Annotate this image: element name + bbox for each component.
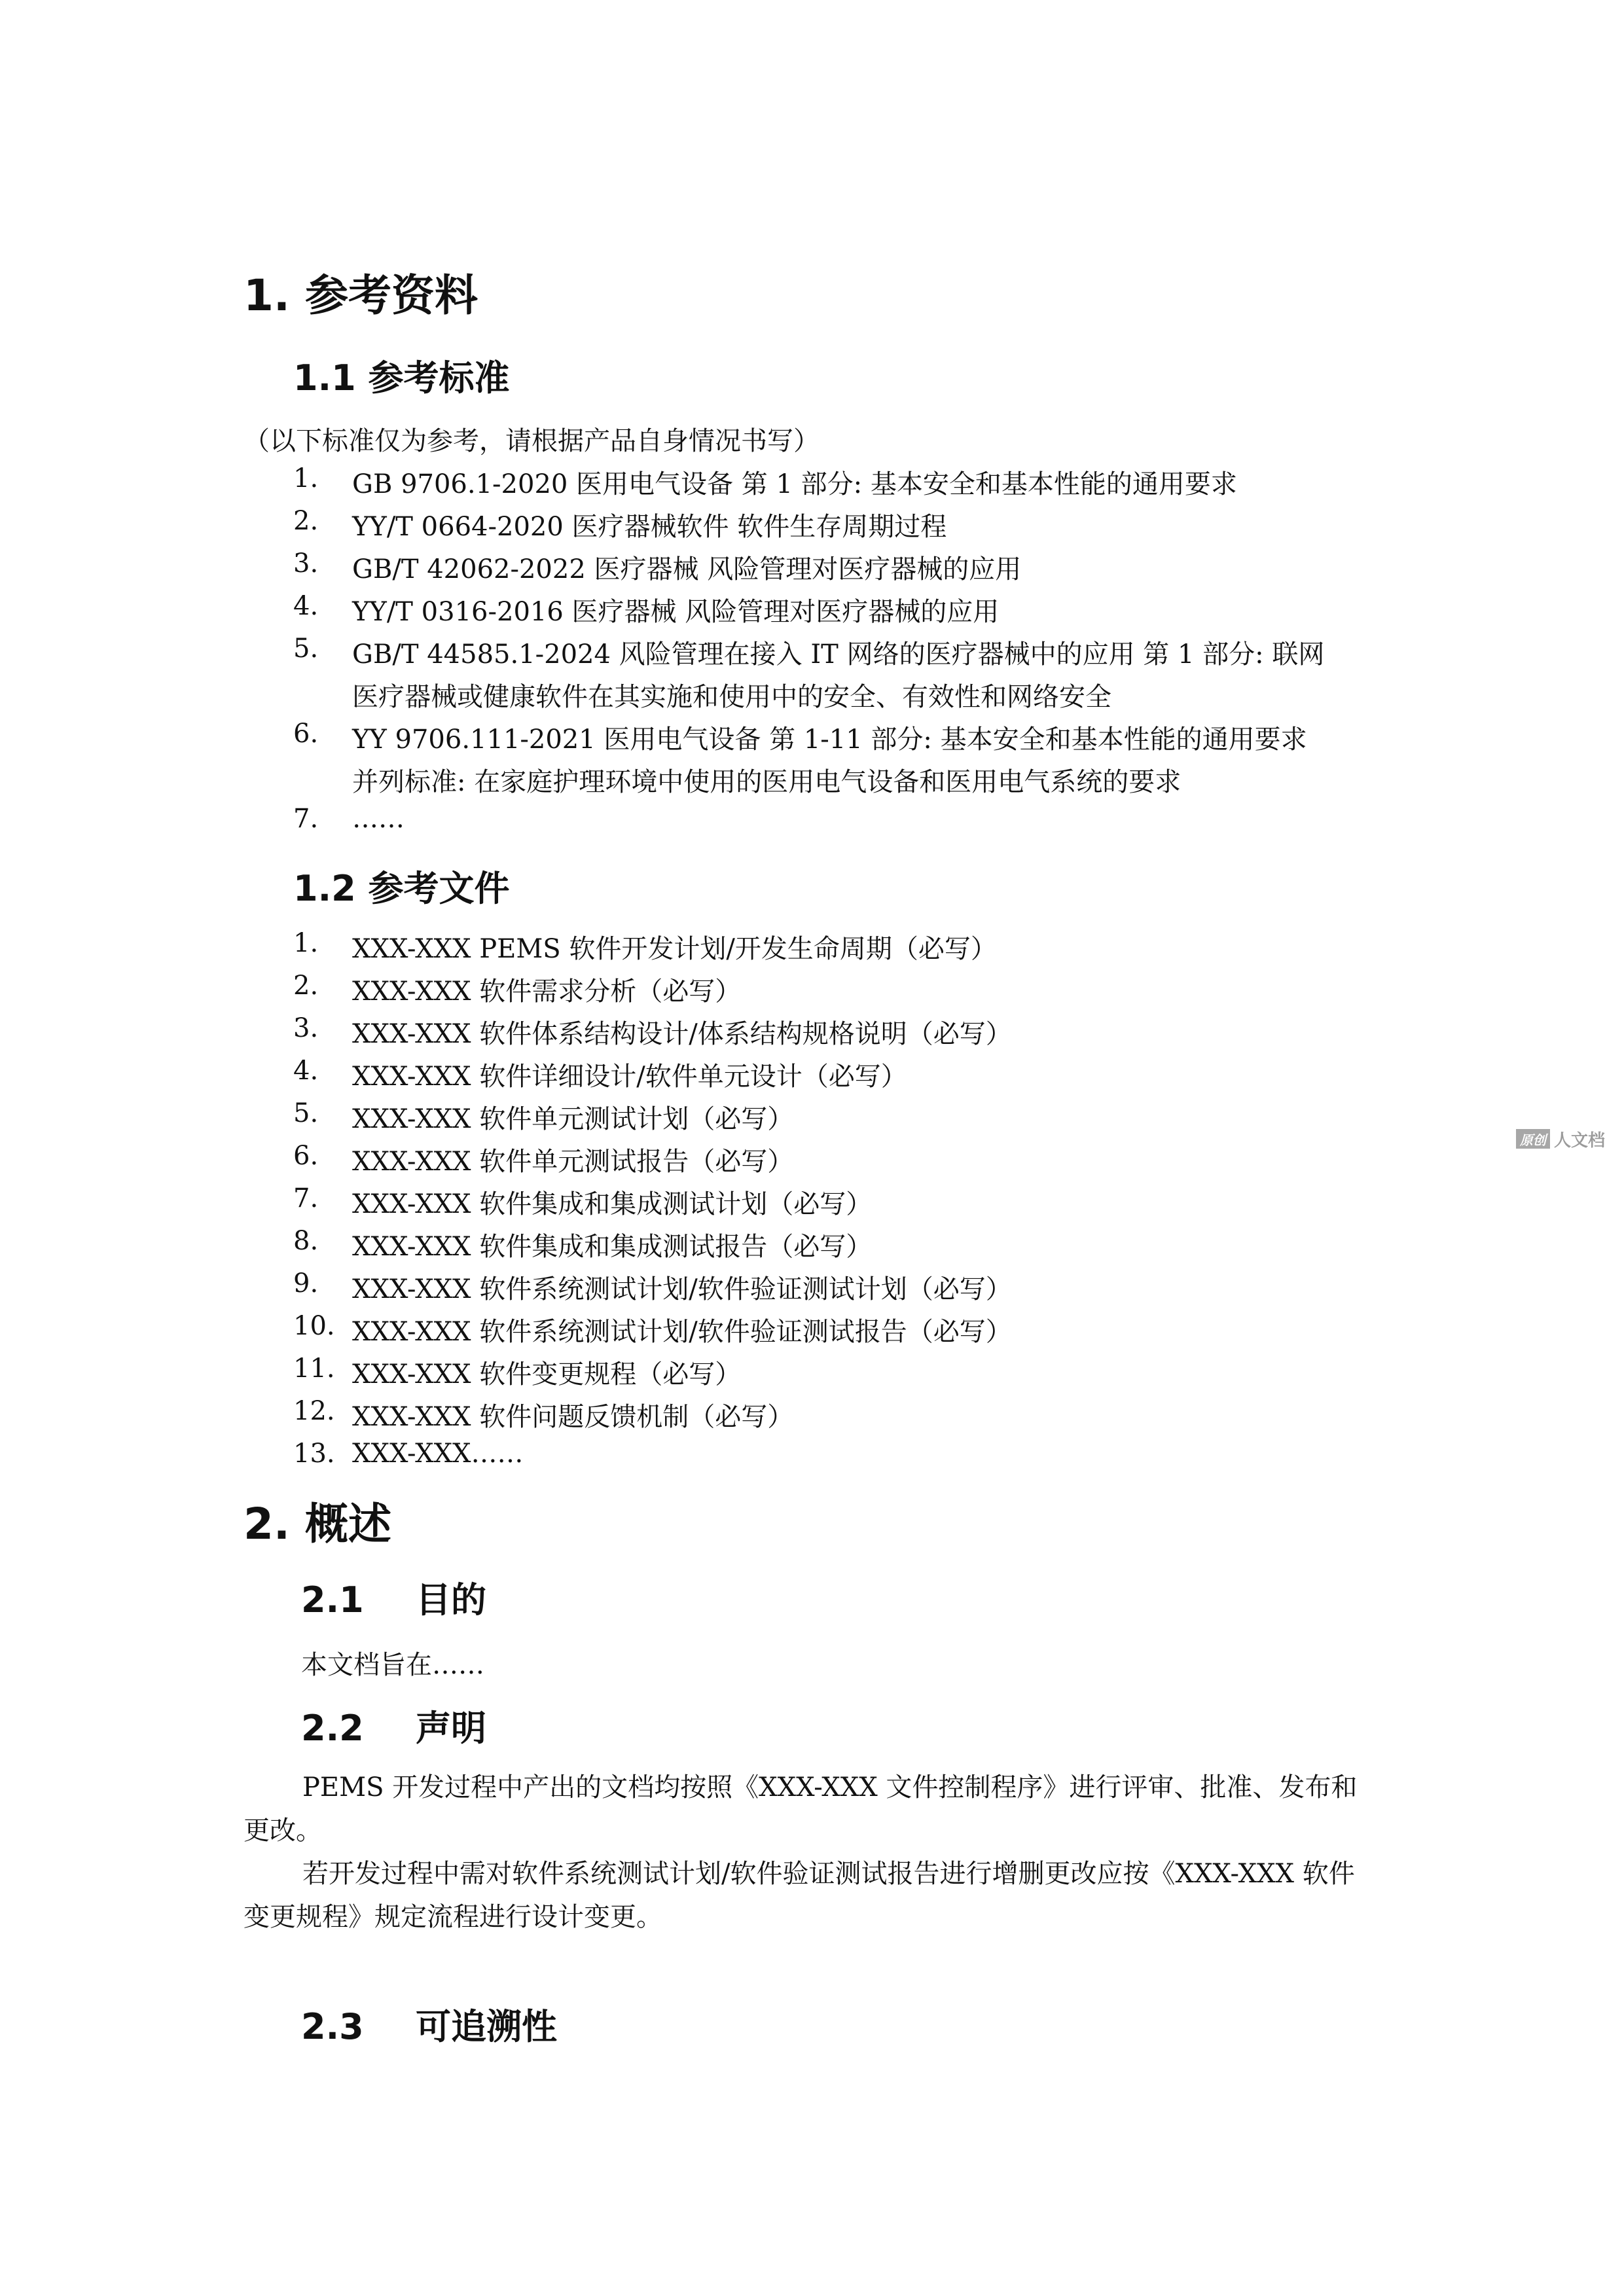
section-2-3-title: 可追溯性 (416, 2006, 557, 2047)
standard-item-number: 3. (293, 548, 319, 579)
document-item-text: XXX-XXX 软件需求分析（必写） (352, 977, 742, 1007)
standard-item-text: GB/T 44585.1-2024 风险管理在接入 IT 网络的医疗器械中的应用 第 1 部分: 联网 (352, 639, 1325, 670)
document-item-text: XXX-XXX 软件体系结构设计/体系结构规格说明（必写） (352, 1019, 1012, 1049)
section-2-1-heading (301, 1572, 486, 1623)
standard-item-number: 6. (293, 719, 319, 749)
document-item-number: 1. (293, 928, 319, 958)
standard-item-text: YY/T 0664-2020 医疗器械软件 软件生存周期过程 (352, 512, 947, 542)
section-2-2-number: 2.2 (301, 1708, 364, 1749)
statement-paragraph-1: PEMS 开发过程中产出的文档均按照《XXX-XXX 文件控制程序》进行评审、批准、发布和更改。 (244, 1772, 1358, 1846)
document-item-text: XXX-XXX 软件详细设计/软件单元设计（必写） (352, 1062, 907, 1092)
watermark-logo: 原创 (1516, 1129, 1550, 1149)
document-item-number: 9. (293, 1268, 319, 1299)
standard-item-number: 4. (293, 591, 319, 621)
section-2-2-title: 声明 (416, 1708, 486, 1749)
section-1-2-heading: 1.2 参考文件 (293, 868, 510, 909)
section-2-3-heading (301, 1999, 557, 2049)
document-item-number: 13. (293, 1439, 335, 1469)
watermark-text: 人文档 (1554, 1130, 1606, 1151)
purpose-body: 本文档旨在…… (301, 1650, 484, 1680)
section-1-1-heading: 1.1 参考标准 (293, 357, 510, 399)
section-2-3-number: 2.3 (301, 2006, 364, 2047)
document-item-text: XXX-XXX…… (352, 1439, 524, 1469)
standard-item-text: YY/T 0316-2016 医疗器械 风险管理对医疗器械的应用 (352, 597, 1000, 627)
document-item-number: 7. (293, 1183, 319, 1213)
document-item-number: 5. (293, 1098, 319, 1128)
standard-item-text: YY 9706.111-2021 医用电气设备 第 1-11 部分: 基本安全和基本性能的通用要求 (352, 725, 1307, 755)
document-item-number: 3. (293, 1013, 319, 1043)
standard-item-number: 5. (293, 634, 319, 664)
standard-item-number: 1. (293, 463, 319, 493)
document-item-text: XXX-XXX 软件系统测试计划/软件验证测试计划（必写） (352, 1274, 1012, 1304)
document-item-text: XXX-XXX 软件变更规程（必写） (352, 1359, 742, 1390)
document-item-text: XXX-XXX 软件集成和集成测试计划（必写） (352, 1189, 873, 1219)
section-2-2-heading (301, 1700, 486, 1751)
standard-item-text: GB 9706.1-2020 医用电气设备 第 1 部分: 基本安全和基本性能的通用要求 (352, 469, 1237, 499)
standard-item-text: GB/T 42062-2022 医疗器械 风险管理对医疗器械的应用 (352, 554, 1022, 584)
document-item-text: XXX-XXX 软件系统测试计划/软件验证测试报告（必写） (352, 1317, 1012, 1347)
watermark (1516, 1128, 1605, 1149)
document-item-number: 4. (293, 1056, 319, 1086)
document-item-number: 6. (293, 1141, 319, 1171)
document-item-text: XXX-XXX 软件集成和集成测试报告（必写） (352, 1232, 873, 1262)
statement-paragraph-2: 若开发过程中需对软件系统测试计划/软件验证测试报告进行增删更改应按《XXX-XXX 软件变更规程》规定流程进行设计变更。 (244, 1859, 1355, 1932)
standards-note: （以下标准仅为参考，请根据产品自身情况书写） (244, 426, 820, 456)
document-item-number: 11. (293, 1354, 335, 1384)
document-item-number: 10. (293, 1311, 335, 1341)
document-item-text: XXX-XXX PEMS 软件开发计划/开发生命周期（必写） (352, 934, 997, 964)
standard-item-text: 并列标准: 在家庭护理环境中使用的医用电气设备和医用电气系统的要求 (352, 767, 1182, 797)
section-2-heading: 2. 概述 (244, 1499, 391, 1549)
standard-item-number: 7. (293, 804, 319, 834)
document-item-text: XXX-XXX 软件问题反馈机制（必写） (352, 1402, 794, 1432)
section-2-1-title: 目的 (416, 1579, 486, 1621)
document-item-number: 8. (293, 1226, 319, 1256)
document-item-number: 12. (293, 1396, 335, 1426)
standard-item-text: …… (352, 804, 405, 834)
section-1-heading: 1. 参考资料 (244, 270, 478, 321)
document-item-text: XXX-XXX 软件单元测试计划（必写） (352, 1104, 794, 1134)
standard-item-text: 医疗器械或健康软件在其实施和使用中的安全、有效性和网络安全 (352, 682, 1111, 712)
standard-item-number: 2. (293, 506, 319, 536)
document-item-number: 2. (293, 971, 319, 1001)
section-2-1-number: 2.1 (301, 1579, 364, 1621)
document-item-text: XXX-XXX 软件单元测试报告（必写） (352, 1147, 794, 1177)
